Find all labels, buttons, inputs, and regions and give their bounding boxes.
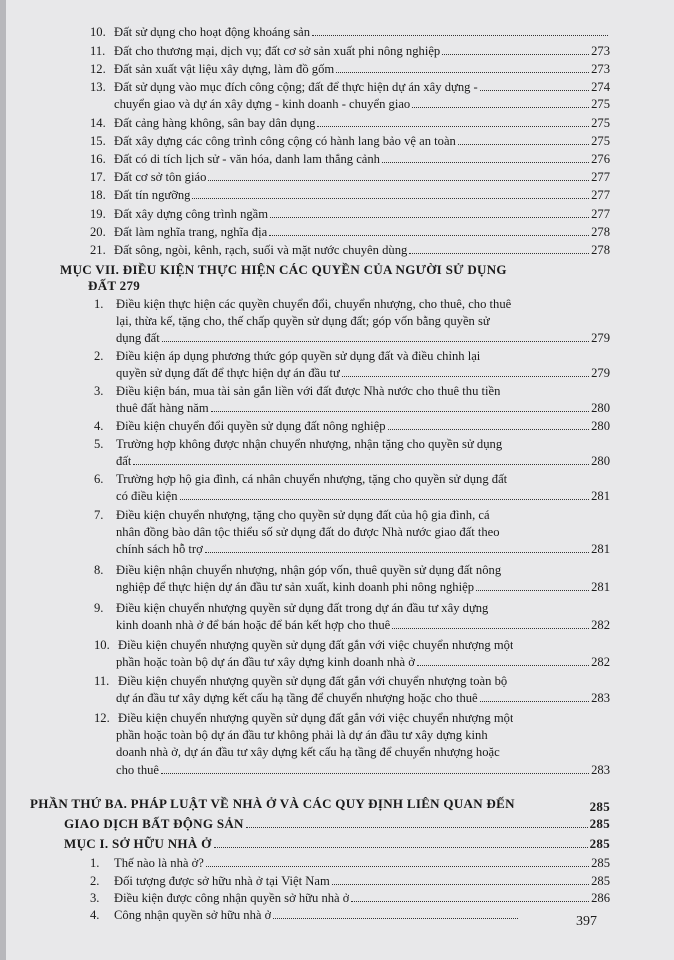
toc-entry xyxy=(94,638,610,653)
leader-dots xyxy=(133,464,589,465)
leader-dots xyxy=(409,253,589,254)
toc-entry xyxy=(94,711,606,726)
leader-dots xyxy=(211,411,589,412)
toc-entry xyxy=(90,874,610,889)
entry-number: 3. xyxy=(94,384,104,398)
entry-title: Điều kiện chuyển nhượng, tặng cho quyền sử dụng đất của hộ gia đình, cá xyxy=(116,508,490,522)
entry-title: Đất sông, ngòi, kênh, rạch, suối và mặt nước chuyên dùng xyxy=(114,243,408,257)
entry-number: 4. xyxy=(90,908,100,922)
entry-title: Điều kiện chuyển đổi quyền sử dụng đất nông nghiệp xyxy=(116,419,386,433)
toc-entry xyxy=(94,437,606,452)
leader-dots xyxy=(270,217,589,218)
entry-title: Đối tượng được sở hữu nhà ở tại Việt Nam xyxy=(114,874,330,888)
leader-dots xyxy=(332,884,589,885)
part-heading-text: PHẦN THỨ BA. PHÁP LUẬT VỀ NHÀ Ở VÀ CÁC QUY ĐỊNH LIÊN QUAN ĐẾN xyxy=(30,796,515,811)
entry-number: 14. xyxy=(90,116,106,130)
entry-title: Đất làm nghĩa trang, nghĩa địa xyxy=(114,225,268,239)
entry-title-cont: nhân đồng bào dân tộc thiểu số sử dụng đất do được Nhà nước giao đất theo xyxy=(116,525,500,539)
entry-title: Thế nào là nhà ở? xyxy=(114,856,204,870)
entry-title-cont: thuê đất hàng năm xyxy=(116,401,209,415)
leader-dots xyxy=(388,429,590,430)
leader-dots xyxy=(192,198,589,199)
toc-entry-end xyxy=(116,401,610,416)
entry-number: 20. xyxy=(90,225,106,239)
entry-title-cont: phần hoặc toàn bộ dự án đầu tư xây dựng kinh doanh nhà ở xyxy=(116,655,415,669)
entry-number: 12. xyxy=(90,62,106,76)
leader-dots xyxy=(312,35,608,36)
leader-dots xyxy=(351,901,589,902)
entry-number: 19. xyxy=(90,207,106,221)
toc-entry-end xyxy=(116,580,610,595)
entry-number: 3. xyxy=(90,891,100,905)
entry-number: 10. xyxy=(94,638,110,652)
toc-entry xyxy=(94,384,606,399)
part-heading-page: 285 xyxy=(589,799,610,814)
part-heading-cont xyxy=(64,816,610,832)
leader-dots xyxy=(208,180,589,181)
entry-title: Trường hợp không được nhận chuyển nhượng, nhận tặng cho quyền sử dụng xyxy=(116,437,503,451)
entry-title: Đất sản xuất vật liệu xây dựng, làm đồ gốm xyxy=(114,62,335,76)
entry-title-cont: cho thuê xyxy=(116,763,160,777)
entry-page: 281 xyxy=(591,542,610,556)
toc-entry xyxy=(94,601,606,616)
section-heading-text: MỤC I. SỞ HỮU NHÀ Ở xyxy=(64,836,212,851)
entry-page: 275 xyxy=(591,134,610,148)
entry-title: Điều kiện bán, mua tài sản gắn liền với đất được Nhà nước cho thuê thu tiền xyxy=(116,384,501,398)
entry-title: Đất xây dựng công trình ngầm xyxy=(114,207,269,221)
entry-page: 282 xyxy=(591,618,610,632)
toc-entry xyxy=(94,674,610,689)
entry-page: 275 xyxy=(591,97,610,111)
toc-entry xyxy=(90,44,610,59)
entry-number: 13. xyxy=(90,80,106,94)
toc-entry xyxy=(90,152,610,167)
entry-title-cont: dự án đầu tư xây dựng kết cấu hạ tầng để chuyển nhượng hoặc cho thuê xyxy=(116,691,478,705)
entry-page: 281 xyxy=(591,489,610,503)
leader-dots xyxy=(480,701,589,702)
entry-page: 283 xyxy=(591,691,610,705)
entry-title-cont: nghiệp để thực hiện dự án đầu tư sản xuất, kinh doanh phi nông nghiệp xyxy=(116,580,474,594)
entry-number: 9. xyxy=(94,601,104,615)
part-heading-text: GIAO DỊCH BẤT ĐỘNG SẢN xyxy=(64,816,244,831)
leader-dots xyxy=(246,827,588,828)
entry-number: 10. xyxy=(90,25,106,39)
entry-page: 282 xyxy=(591,655,610,669)
section-heading-page: 285 xyxy=(589,836,610,851)
entry-title: Điều kiện nhận chuyển nhượng, nhận góp vốn, thuê quyền sử dụng đất nông xyxy=(116,563,502,577)
toc-entry xyxy=(94,472,606,487)
entry-number: 6. xyxy=(94,472,104,486)
toc-entry xyxy=(90,891,610,906)
leader-dots xyxy=(342,376,589,377)
toc-entry xyxy=(90,134,610,149)
entry-page: 280 xyxy=(591,419,610,433)
leader-dots xyxy=(442,54,589,55)
section-heading: MỤC VII. ĐIỀU KIỆN THỰC HIỆN CÁC QUYỀN CỦA NGƯỜI SỬ DỤNG xyxy=(60,262,507,277)
entry-number: 7. xyxy=(94,508,104,522)
entry-page: 277 xyxy=(591,188,610,202)
entry-title: Trường hợp hộ gia đình, cá nhân chuyển nhượng, tặng cho quyền sử dụng đất xyxy=(116,472,508,486)
entry-title: Đất cảng hàng không, sân bay dân dụng xyxy=(114,116,316,130)
entry-number: 1. xyxy=(90,856,100,870)
entry-page: 273 xyxy=(591,44,610,58)
entry-page: 280 xyxy=(591,454,610,468)
entry-number: 16. xyxy=(90,152,106,166)
entry-number: 15. xyxy=(90,134,106,148)
entry-title: Đất sử dụng cho hoạt động khoáng sản xyxy=(114,25,311,39)
entry-title: Điều kiện chuyển nhượng quyền sử dụng đất gắn với việc chuyển nhượng một xyxy=(118,711,514,725)
toc-entry xyxy=(90,116,610,131)
entry-page: 281 xyxy=(591,580,610,594)
toc-entry-end xyxy=(116,489,610,504)
leader-dots xyxy=(206,866,589,867)
leader-dots xyxy=(417,665,589,666)
toc-entry xyxy=(90,25,610,40)
entry-title: Công nhận quyền sở hữu nhà ở xyxy=(114,908,272,922)
toc-entry-continuation xyxy=(114,97,610,112)
toc-entry-end xyxy=(116,655,610,670)
entry-page: 277 xyxy=(591,207,610,221)
toc-entry xyxy=(90,80,610,95)
entry-title-cont: kinh doanh nhà ở để bán hoặc để bán kết hợp cho thuê xyxy=(116,618,391,632)
section-heading-cont: ĐẤT 279 xyxy=(88,278,141,293)
entry-title-cont: doanh nhà ở, dự án đầu tư xây dựng kết cấu hạ tầng để chuyển nhượng hoặc xyxy=(116,745,500,759)
entry-title: Đất có di tích lịch sử - văn hóa, danh lam thắng cảnh xyxy=(114,152,380,166)
entry-page: 279 xyxy=(591,331,610,345)
leader-dots xyxy=(205,552,589,553)
entry-page: 279 xyxy=(591,366,610,380)
toc-entry xyxy=(90,243,610,258)
entry-title: Điều kiện áp dụng phương thức góp quyền sử dụng đất và điều chỉnh lại xyxy=(116,349,481,363)
leader-dots xyxy=(458,144,589,145)
page-number: 397 xyxy=(576,914,597,929)
leader-dots xyxy=(273,918,518,919)
entry-page: 278 xyxy=(591,225,610,239)
leader-dots xyxy=(214,847,588,848)
entry-title: Điều kiện chuyển nhượng quyền sử dụng đất trong dự án đầu tư xây dựng xyxy=(116,601,489,615)
entry-title: Đất sử dụng vào mục đích công cộng; đất để thực hiện dự án xây dựng - xyxy=(114,80,478,94)
toc-entry-end xyxy=(116,691,610,706)
entry-title-cont: quyền sử dụng đất để thực hiện dự án đầu tư xyxy=(116,366,340,380)
entry-title: Điều kiện thực hiện các quyền chuyển đổi, chuyển nhượng, cho thuê, cho thuê xyxy=(116,297,512,311)
leader-dots xyxy=(269,235,589,236)
entry-title: Đất cơ sở tôn giáo xyxy=(114,170,207,184)
entry-title-cont: đất xyxy=(116,454,132,468)
leader-dots xyxy=(317,126,589,127)
entry-number: 21. xyxy=(90,243,106,257)
leader-dots xyxy=(162,341,589,342)
toc-entry xyxy=(94,563,610,578)
entry-number: 5. xyxy=(94,437,104,451)
entry-number: 8. xyxy=(94,563,104,577)
entry-title: Đất tín ngưỡng xyxy=(114,188,191,202)
entry-page: 278 xyxy=(591,243,610,257)
toc-entry-end xyxy=(116,331,610,346)
entry-number: 2. xyxy=(90,874,100,888)
toc-entry-end xyxy=(116,618,610,633)
toc-entry xyxy=(94,349,606,364)
toc-entry xyxy=(90,856,610,871)
entry-title-cont: phần hoặc toàn bộ dự án đầu tư không phải là dự án đầu tư xây dựng kinh xyxy=(116,728,488,742)
entry-number: 1. xyxy=(94,297,104,311)
toc-entry xyxy=(94,297,606,312)
entry-page: 273 xyxy=(591,62,610,76)
entry-page: 280 xyxy=(591,401,610,415)
part-heading-page: 285 xyxy=(589,816,610,831)
entry-title: Đất cho thương mại, dịch vụ; đất cơ sở sản xuất phi nông nghiệp xyxy=(114,44,441,58)
entry-title: Điều kiện chuyển nhượng quyền sử dụng đất gắn với việc chuyển nhượng một xyxy=(118,638,514,652)
entry-number: 11. xyxy=(90,44,106,58)
entry-title: Điều kiện chuyển nhượng quyền sử dụng đất gắn với chuyển nhượng toàn bộ xyxy=(118,674,508,688)
entry-title: chuyển giao và dự án xây dựng - kinh doanh - chuyển giao xyxy=(114,97,411,111)
toc-entry xyxy=(90,170,610,185)
entry-number: 17. xyxy=(90,170,106,184)
toc-entry xyxy=(90,62,610,77)
toc-entry-end xyxy=(116,542,610,557)
toc-entry xyxy=(90,225,610,240)
leader-dots xyxy=(476,590,589,591)
entry-number: 4. xyxy=(94,419,104,433)
leader-dots xyxy=(336,72,589,73)
leader-dots xyxy=(382,162,589,163)
entry-page: 283 xyxy=(591,763,610,777)
entry-title: Điều kiện được công nhận quyền sở hữu nhà ở xyxy=(114,891,350,905)
entry-title-cont: chính sách hỗ trợ xyxy=(116,542,203,556)
toc-entry xyxy=(90,188,610,203)
toc-entry-end xyxy=(116,763,610,778)
leader-dots xyxy=(412,107,589,108)
entry-page: 274 xyxy=(591,80,610,94)
entry-page: 277 xyxy=(591,170,610,184)
toc-entry xyxy=(90,207,610,222)
leader-dots xyxy=(180,499,590,500)
entry-title-cont: dụng đất xyxy=(116,331,160,345)
toc-entry xyxy=(90,908,520,923)
entry-number: 11. xyxy=(94,674,110,688)
entry-page: 275 xyxy=(591,116,610,130)
toc-entry xyxy=(94,508,606,523)
leader-dots xyxy=(161,773,589,774)
entry-title-cont: lại, thừa kế, tặng cho, thế chấp quyền sử dụng đất; góp vốn bằng quyền sử xyxy=(116,314,490,328)
entry-number: 2. xyxy=(94,349,104,363)
entry-page: 276 xyxy=(591,152,610,166)
entry-page: 285 xyxy=(591,874,610,888)
leader-dots xyxy=(392,628,589,629)
entry-page: 285 xyxy=(591,856,610,870)
leader-dots xyxy=(480,90,589,91)
section-heading xyxy=(64,836,610,852)
entry-number: 18. xyxy=(90,188,106,202)
entry-number: 12. xyxy=(94,711,110,725)
entry-page: 286 xyxy=(591,891,610,905)
toc-entry xyxy=(94,419,610,434)
toc-entry-end xyxy=(116,454,610,469)
entry-title-cont: có điều kiện xyxy=(116,489,178,503)
toc-entry-end xyxy=(116,366,610,381)
entry-title: Đất xây dựng các công trình công cộng có hành lang bảo vệ an toàn xyxy=(114,134,456,148)
